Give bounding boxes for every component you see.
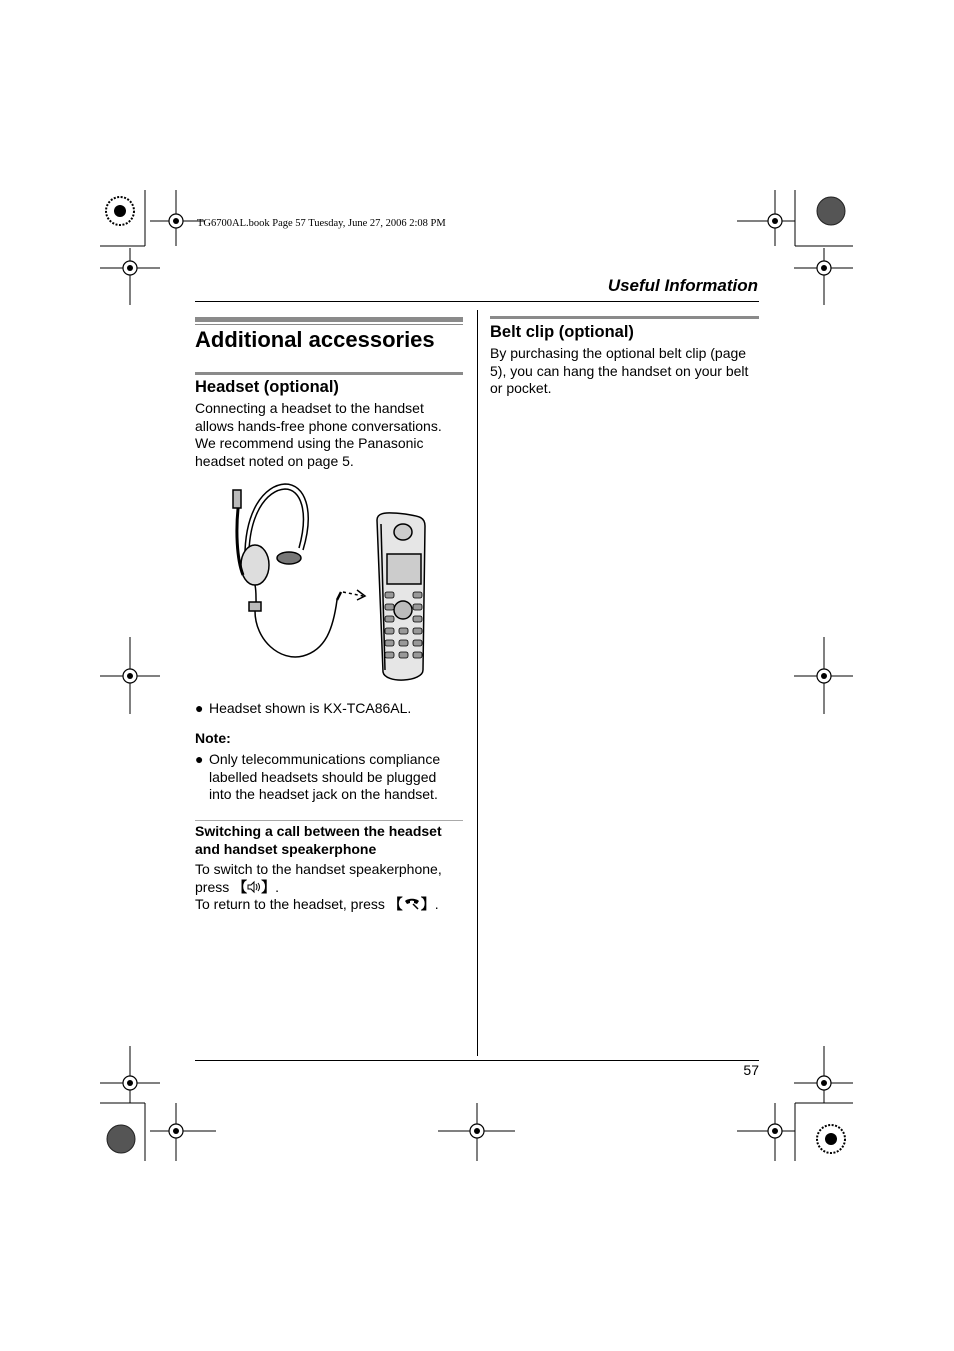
- switching-body: [195, 861, 465, 914]
- text-line: into the headset jack on the handset.: [209, 786, 438, 803]
- switching-heading: [195, 823, 465, 858]
- note-label: Note:: [195, 730, 231, 746]
- text-fragment: press: [195, 878, 234, 895]
- title-bar: [195, 317, 463, 322]
- text-line: Connecting a headset to the handset: [195, 400, 424, 416]
- bullet-icon: ●: [195, 700, 204, 716]
- headset-heading: Headset (optional): [195, 378, 339, 396]
- belt-clip-body: [490, 345, 762, 398]
- page-title: Additional accessories: [195, 327, 435, 352]
- text-line: Switching a call between the headset: [195, 823, 442, 839]
- title-bar-thin: [195, 324, 463, 325]
- section-title: Useful Information: [607, 276, 758, 295]
- top-rule: [195, 301, 759, 302]
- headset-heading-bar: [195, 372, 463, 375]
- file-header: TG6700AL.book Page 57 Tuesday, June 27, 2006 2:08 PM: [197, 218, 446, 229]
- text-line: To switch to the handset speakerphone,: [195, 861, 442, 877]
- text-line: We recommend using the Panasonic: [195, 435, 424, 452]
- text-line: allows hands-free phone conversations.: [195, 417, 442, 434]
- key-bracket: 】: [420, 896, 435, 913]
- page-number: 57: [743, 1062, 759, 1078]
- key-bracket: 【: [388, 896, 403, 913]
- bullet-icon: ●: [195, 751, 204, 767]
- headset-intro: [195, 400, 465, 470]
- text-line: and handset speakerphone: [195, 840, 377, 857]
- text-line: 5), you can hang the handset on your belt: [490, 362, 749, 379]
- text-fragment: To return to the headset, press: [195, 896, 389, 913]
- text-line: By purchasing the optional belt clip (page: [490, 345, 747, 361]
- text-line: or pocket.: [490, 380, 552, 397]
- text-line: [195, 879, 465, 897]
- text-fragment: .: [434, 896, 439, 913]
- headset-illustration: [225, 480, 445, 690]
- text-line: headset noted on page 5.: [195, 452, 354, 469]
- text-line: [195, 896, 465, 914]
- text-line: Only telecommunications compliance: [209, 751, 441, 767]
- divider: [195, 820, 463, 821]
- speakerphone-icon: [247, 881, 261, 893]
- belt-clip-heading-bar: [490, 316, 759, 319]
- talk-icon: [403, 898, 421, 910]
- belt-clip-heading: Belt clip (optional): [490, 323, 634, 341]
- column-rule: [477, 310, 478, 1056]
- text-line: labelled headsets should be plugged: [209, 768, 437, 785]
- note-item: [195, 751, 479, 804]
- caption-text: Headset shown is KX-TCA86AL.: [209, 700, 412, 716]
- text-fragment: .: [275, 878, 280, 895]
- key-bracket: 【: [233, 878, 248, 895]
- bottom-rule: [195, 1060, 759, 1061]
- headset-caption: [195, 700, 479, 718]
- key-bracket: 】: [261, 878, 276, 895]
